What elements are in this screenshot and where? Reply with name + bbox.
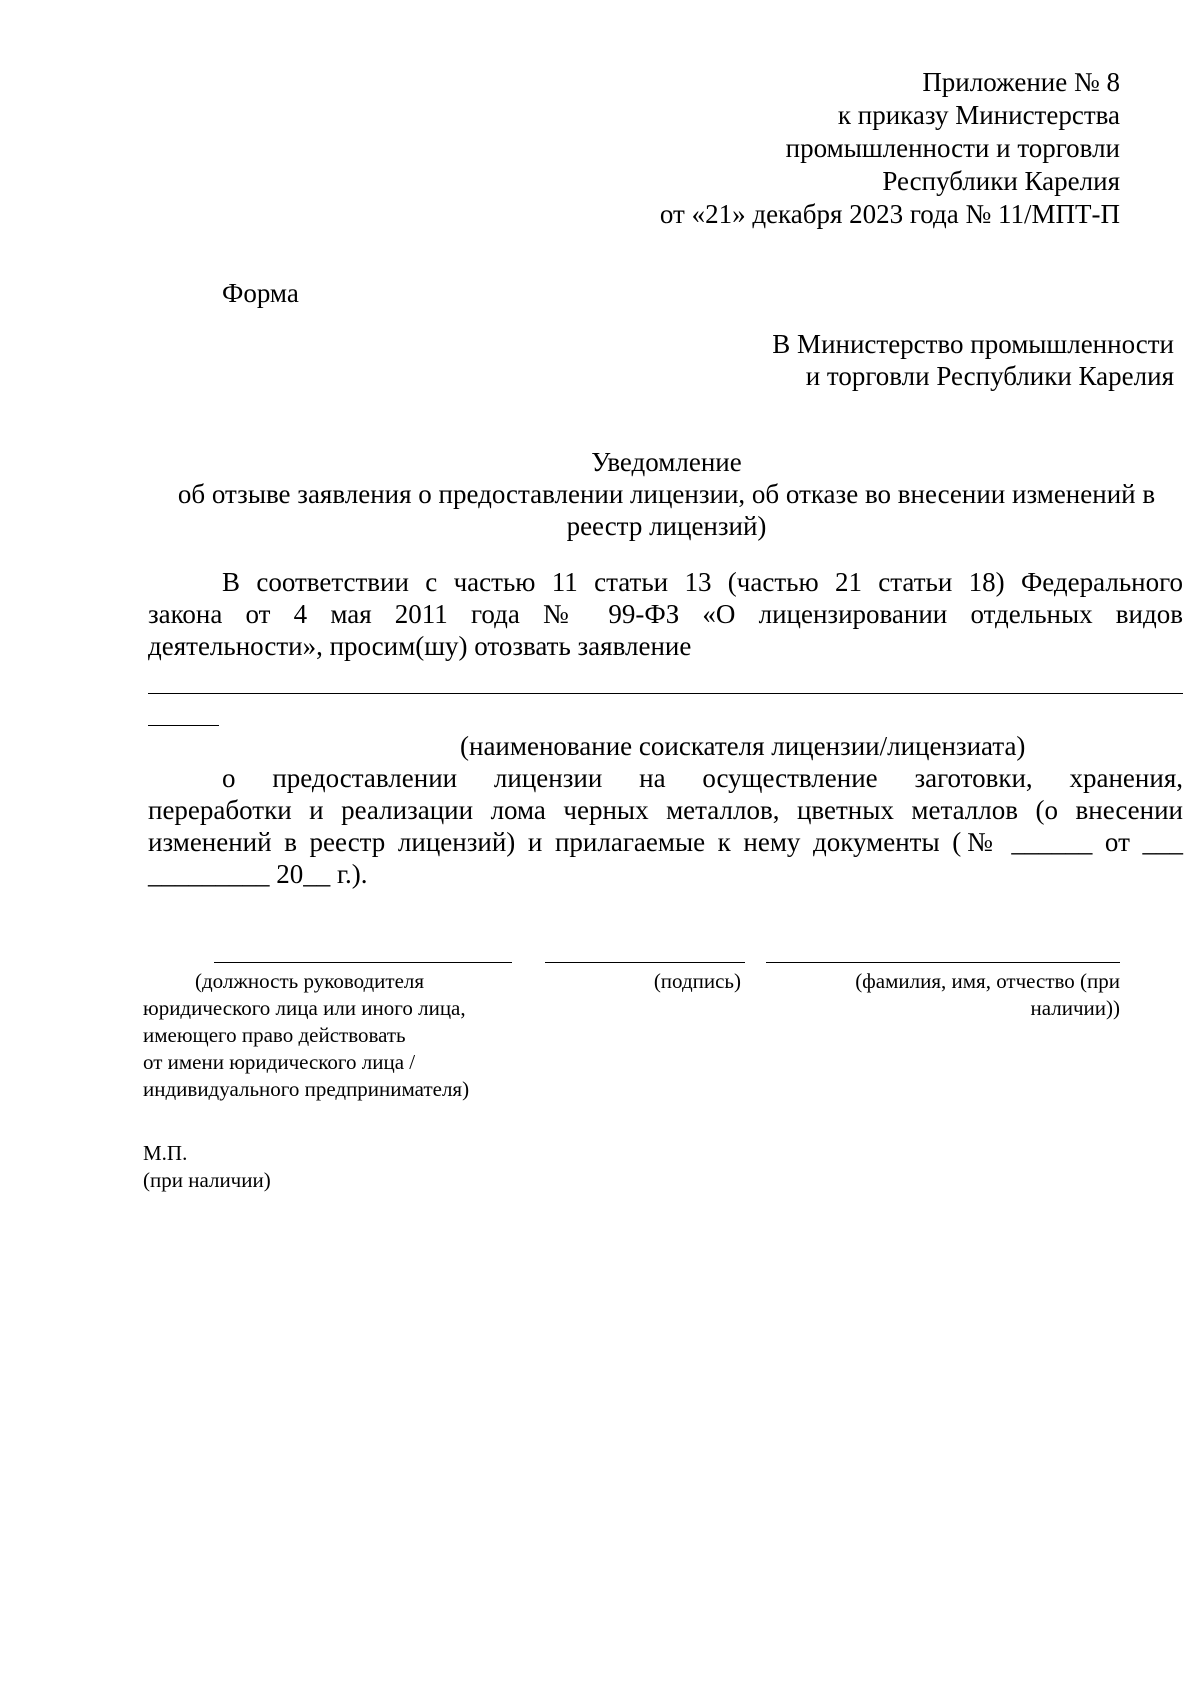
stamp-line: М.П. xyxy=(143,1141,188,1165)
position-caption-line: юридического лица или иного лица, xyxy=(143,996,466,1020)
addressee-line: и торговли Республики Карелия xyxy=(805,361,1174,391)
applicant-name-line-continued[interactable] xyxy=(148,725,219,726)
paragraph-line: В соответствии с частью 11 статьи 13 (частью 21 статьи 18) Федерального xyxy=(222,567,1183,597)
form-label: Форма xyxy=(222,278,299,308)
paragraph-line: о предоставлении лицензии на осуществление заготовки, хранения, xyxy=(222,763,1183,793)
annex-line: к приказу Министерства xyxy=(837,100,1120,130)
paragraph-line: изменений в реестр лицензий) и прилагаемые к нему документы (№ ______ от ___ xyxy=(148,827,1183,857)
sign-caption xyxy=(545,968,741,995)
annex-line: промышленности и торговли xyxy=(785,133,1120,163)
position-caption-line: имеющего право действовать xyxy=(143,1023,406,1047)
applicant-caption: (наименование соискателя лицензии/лицензиата) xyxy=(460,731,1026,761)
stamp-line: (при наличии) xyxy=(143,1168,271,1192)
name-caption-line: наличии)) xyxy=(1030,996,1120,1020)
signature-line[interactable] xyxy=(545,962,745,963)
addressee xyxy=(660,328,1174,392)
annex-header xyxy=(560,66,1120,231)
title-heading: Уведомление xyxy=(591,447,742,477)
title-line: об отзыве заявления о предоставлении лицензии, об отказе во внесении изменений в xyxy=(177,479,1156,509)
stamp-note xyxy=(143,1140,271,1194)
full-name-signature-line[interactable] xyxy=(766,962,1120,963)
position-caption-line: индивидуального предпринимателя) xyxy=(143,1077,470,1101)
paragraph-line: _________ 20__ г.). xyxy=(148,859,368,889)
name-caption xyxy=(766,968,1120,1022)
annex-line: Приложение № 8 xyxy=(922,67,1120,97)
paragraph-line: переработки и реализации лома черных металлов, цветных металлов (о внесении xyxy=(148,795,1183,825)
addressee-line: В Министерство промышленности xyxy=(772,329,1174,359)
position-signature-line[interactable] xyxy=(214,962,512,963)
name-caption-line: (фамилия, имя, отчество (при xyxy=(855,969,1120,993)
sign-caption-text: (подпись) xyxy=(653,969,741,993)
position-caption-line: от имени юридического лица / xyxy=(143,1050,416,1074)
paragraph-line: закона от 4 мая 2011 года № 99-ФЗ «О лицензировании отдельных видов xyxy=(148,599,1183,629)
position-caption-line: (должность руководителя xyxy=(195,969,425,993)
title-line: реестр лицензий) xyxy=(566,511,767,541)
applicant-name-line[interactable] xyxy=(148,693,1183,694)
document-title xyxy=(150,446,1183,542)
annex-line: Республики Карелия xyxy=(882,166,1120,196)
annex-line: от «21» декабря 2023 года № 11/МПТ-П xyxy=(659,199,1120,229)
position-caption xyxy=(143,968,469,1103)
paragraph-line: деятельности», просим(шу) отозвать заявление xyxy=(148,631,692,661)
